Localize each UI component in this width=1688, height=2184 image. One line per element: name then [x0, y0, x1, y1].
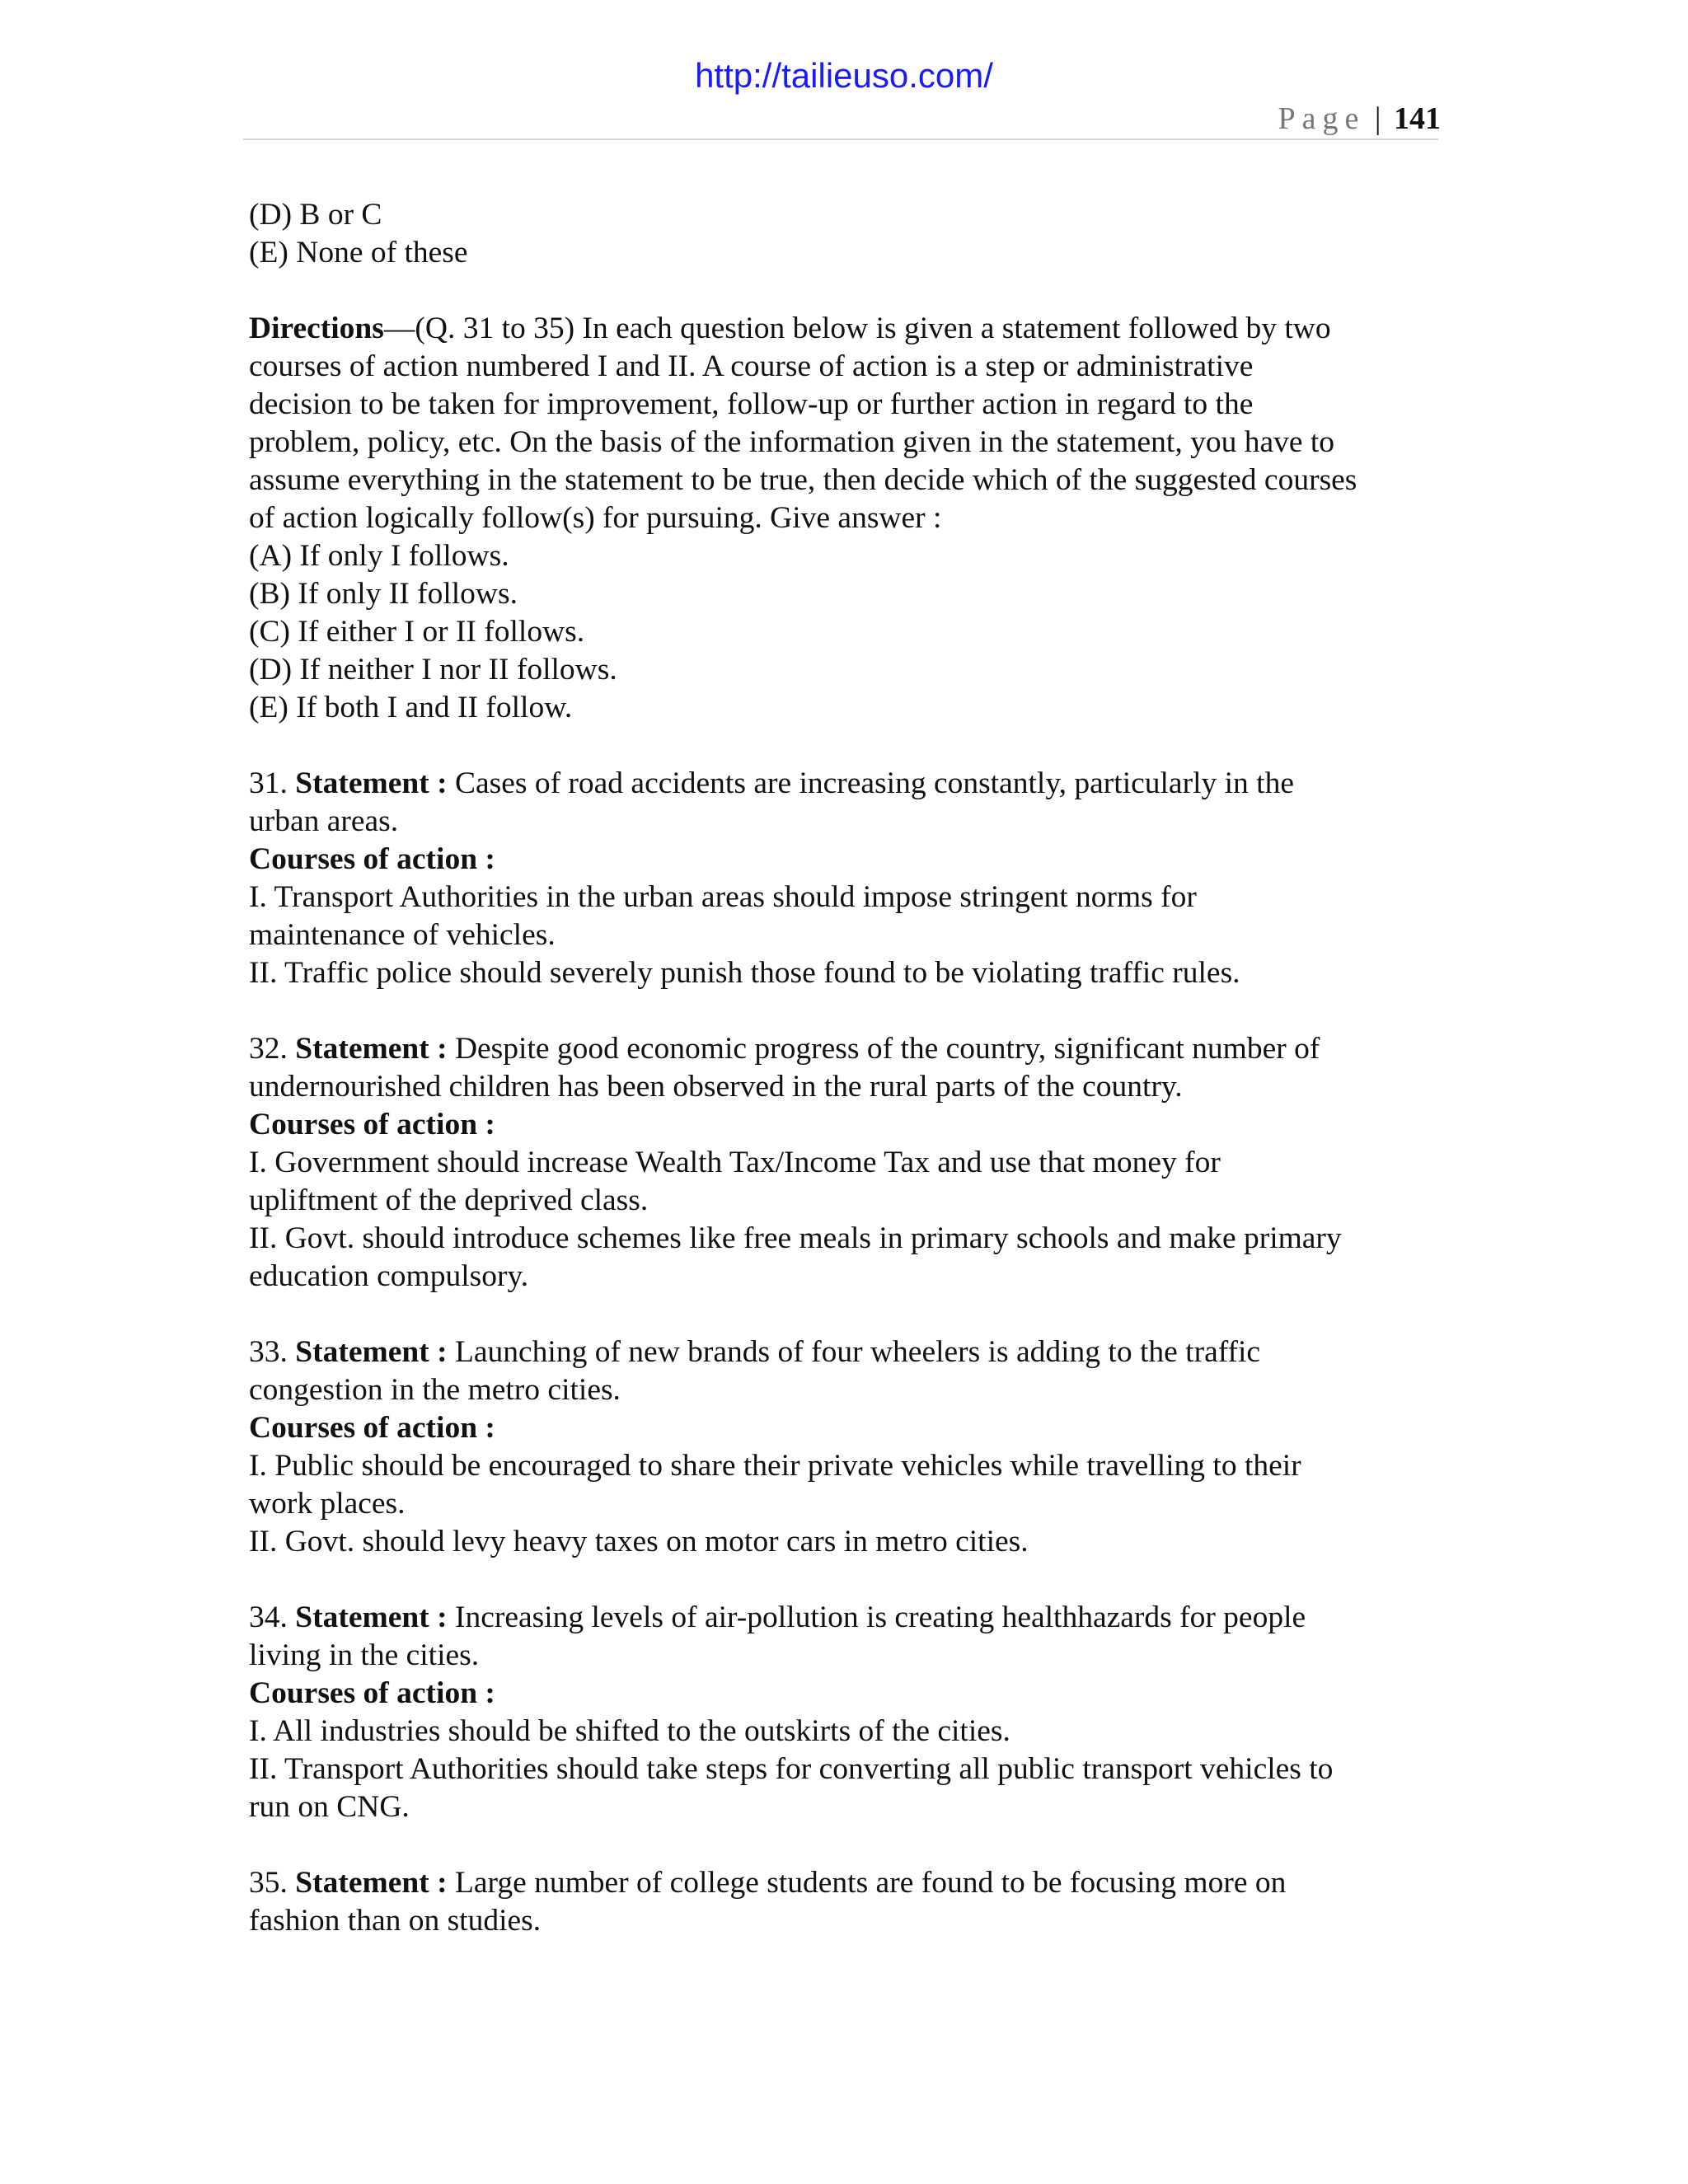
- courses-of-action-label: Courses of action :: [249, 842, 495, 876]
- statement-label: Statement :: [295, 1866, 448, 1900]
- course-line: II. Transport Authorities should take steps for converting all public transport vehicles to: [249, 1752, 1334, 1786]
- statement-text-line: urban areas.: [249, 804, 399, 838]
- option-line: (D) B or C: [249, 198, 382, 232]
- directions-text-line: of action logically follow(s) for pursuing. Give answer :: [249, 501, 942, 535]
- question-31-statement: [249, 765, 1452, 803]
- course-line: II. Govt. should levy heavy taxes on motor cars in metro cities.: [249, 1525, 1029, 1558]
- course-line: run on CNG.: [249, 1790, 410, 1824]
- question-35-statement: [249, 1864, 1452, 1902]
- option-line: (E) None of these: [249, 236, 468, 269]
- page-separator: |: [1374, 101, 1381, 136]
- courses-of-action-label: Courses of action :: [249, 1411, 495, 1445]
- page-number: [1278, 101, 1441, 137]
- statement-label: Statement :: [295, 1032, 448, 1066]
- page-number-value: 141: [1394, 101, 1441, 136]
- statement-text: Increasing levels of air-pollution is creating healthhazards for people: [454, 1601, 1306, 1634]
- paragraph-gap: [249, 1826, 1452, 1864]
- course-line: I. Public should be encouraged to share their private vehicles while travelling to their: [249, 1449, 1301, 1483]
- paragraph-gap: [249, 992, 1452, 1030]
- course-line: upliftment of the deprived class.: [249, 1183, 649, 1217]
- statement-label: Statement :: [295, 766, 448, 800]
- paragraph-gap: [249, 1296, 1452, 1333]
- answer-option: (C) If either I or II follows.: [249, 615, 585, 649]
- statement-text: Cases of road accidents are increasing constantly, particularly in the: [454, 766, 1294, 800]
- statement-text: Launching of new brands of four wheelers is adding to the traffic: [454, 1335, 1261, 1369]
- answer-option: (D) If neither I nor II follows.: [249, 653, 617, 687]
- directions-text: —(Q. 31 to 35) In each question below is given a statement followed by two: [383, 312, 1331, 345]
- course-line: II. Traffic police should severely punish those found to be violating traffic rules.: [249, 956, 1240, 990]
- page-label: Page: [1278, 101, 1366, 136]
- statement-text-line: undernourished children has been observed in the rural parts of the country.: [249, 1070, 1183, 1104]
- directions-text-line: courses of action numbered I and II. A course of action is a step or administrative: [249, 349, 1254, 383]
- question-number: 33.: [249, 1335, 288, 1369]
- course-line: I. Transport Authorities in the urban areas should impose stringent norms for: [249, 880, 1197, 914]
- question-number: 32.: [249, 1032, 288, 1066]
- statement-text-line: fashion than on studies.: [249, 1904, 542, 1938]
- course-line: I. All industries should be shifted to the outskirts of the cities.: [249, 1714, 1010, 1748]
- directions-text-line: assume everything in the statement to be true, then decide which of the suggested courses: [249, 463, 1357, 497]
- directions-text-line: problem, policy, etc. On the basis of the information given in the statement, you have to: [249, 425, 1335, 459]
- statement-label: Statement :: [295, 1335, 448, 1369]
- header-divider: [243, 138, 1438, 140]
- course-line: work places.: [249, 1487, 406, 1521]
- question-32-statement: [249, 1030, 1452, 1068]
- question-number: 35.: [249, 1866, 288, 1900]
- directions-label: Directions: [249, 312, 384, 345]
- page-content: [249, 196, 1452, 1940]
- question-number: 31.: [249, 766, 288, 800]
- statement-text-line: living in the cities.: [249, 1638, 480, 1672]
- courses-of-action-label: Courses of action :: [249, 1676, 495, 1710]
- question-number: 34.: [249, 1601, 288, 1634]
- statement-text-line: congestion in the metro cities.: [249, 1373, 621, 1407]
- answer-option: (B) If only II follows.: [249, 577, 518, 611]
- answer-option: (A) If only I follows.: [249, 539, 509, 573]
- course-line: education compulsory.: [249, 1259, 529, 1293]
- courses-of-action-label: Courses of action :: [249, 1108, 495, 1141]
- statement-label: Statement :: [295, 1601, 448, 1634]
- question-34-statement: [249, 1599, 1452, 1637]
- statement-text: Large number of college students are found to be focusing more on: [454, 1866, 1287, 1900]
- directions-text-line: decision to be taken for improvement, follow-up or further action in regard to the: [249, 387, 1254, 421]
- paragraph-gap: [249, 1561, 1452, 1599]
- answer-option: (E) If both I and II follow.: [249, 691, 573, 724]
- statement-text: Despite good economic progress of the country, significant number of: [454, 1032, 1320, 1066]
- course-line: I. Government should increase Wealth Tax/Income Tax and use that money for: [249, 1146, 1221, 1179]
- course-line: maintenance of vehicles.: [249, 918, 556, 952]
- paragraph-gap: [249, 727, 1452, 765]
- question-33-statement: [249, 1333, 1452, 1371]
- paragraph-gap: [249, 272, 1452, 310]
- course-line: II. Govt. should introduce schemes like free meals in primary schools and make primary: [249, 1221, 1342, 1255]
- header-url-link[interactable]: http://tailieuso.com/: [695, 56, 993, 95]
- directions-first-line: [249, 310, 1452, 348]
